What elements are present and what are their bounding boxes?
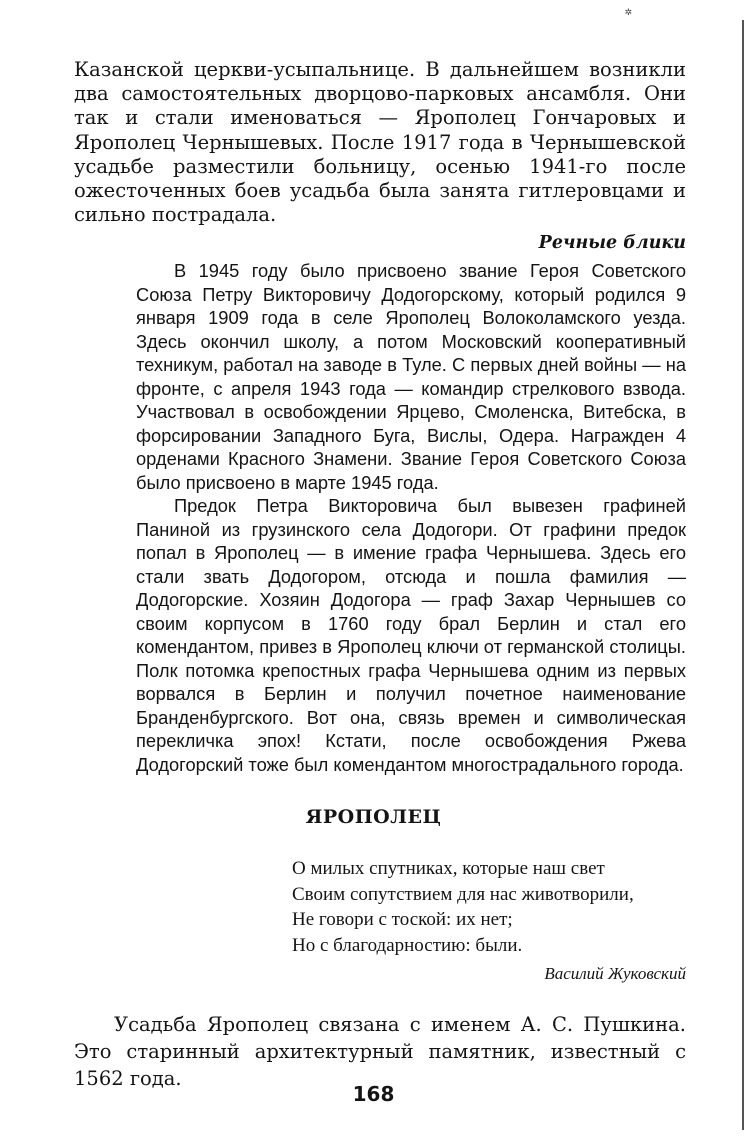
section-title: ЯРОПОЛЕЦ [305, 806, 442, 828]
epigraph-line: Не говори с тоской: их нет; [292, 909, 513, 930]
scan-speck: ✲ [624, 8, 632, 18]
inset-paragraph: В 1945 году было присвоено звание Героя Советского Союза Петру Викторовичу Додогорскому, который родился 9 января 1909 года в селе Ярополец Волоколамского уезда. Здесь окончил школу, а потом Московский кооперативный техникум, работал на заводе в Туле. С первых дней войны — на фронте, с апреля 1943 года — командир стрелкового взвода. Участвовал в освобождении Ярцево, Смоленска, Витебска, в форсировании Западного Буга, Вислы, Одера. Награжден 4 орденами Красного Знамени. Звание Героя Советского Союза было присвоено в марте 1945 года. [136, 260, 686, 493]
bottom-paragraph-text: Усадьба Ярополец связана с именем А. С. Пушкина. Это старинный архитектурный памятник, известный с 1562 года. [74, 1013, 686, 1090]
epigraph-poem [292, 856, 692, 958]
epigraph-line: Но с благодарностию: были. [292, 934, 523, 956]
page-number: 168 [352, 1082, 395, 1106]
bottom-paragraph [74, 1011, 686, 1092]
inset-paragraph: Предок Петра Викторовича был вывезен графиней Паниной из грузинского села Додогори. От графини предок попал в Ярополец — в имение графа Чернышева. Здесь его стали звать Додогором, отсюда и пошла фамилия — Додогорские. Хозяин Додогора — граф Захар Чернышев со своим корпусом в 1760 году брал Берлин и стал его комендантом, привез в Ярополец ключи от германской столицы. Полк потомка крепостных графа Чернышева одним из первых ворвался в Берлин и получил почетное наименование Бранденбургского. Вот она, связь времен и символическая перекличка эпох! Кстати, после освобождения Ржева Додогорский тоже был комендантом многострадального города. [136, 495, 686, 775]
top-paragraph: Казанской церкви-усыпальнице. В дальнейшем возникли два самостоятельных дворцово-парковых ансамбля. Они так и стали именоваться — Ярополец Гончаровых и Ярополец Чернышевых. После 1917 года в Чернышевской усадьбе разместили больницу, осенью 1941-го после ожесточенных боев усадьба была занята гитлеровцами и сильно пострадала. [74, 58, 686, 227]
epigraph-author: Василий Жуковский [544, 964, 686, 983]
epigraph-line: Своим сопутствием для нас животворили, [292, 883, 634, 905]
inset-quote [136, 259, 686, 776]
inset-source-title: Речные блики [538, 233, 686, 253]
epigraph-line: О милых спутниках, которые наш свет [292, 858, 605, 879]
page-edge-line [742, 20, 744, 1130]
